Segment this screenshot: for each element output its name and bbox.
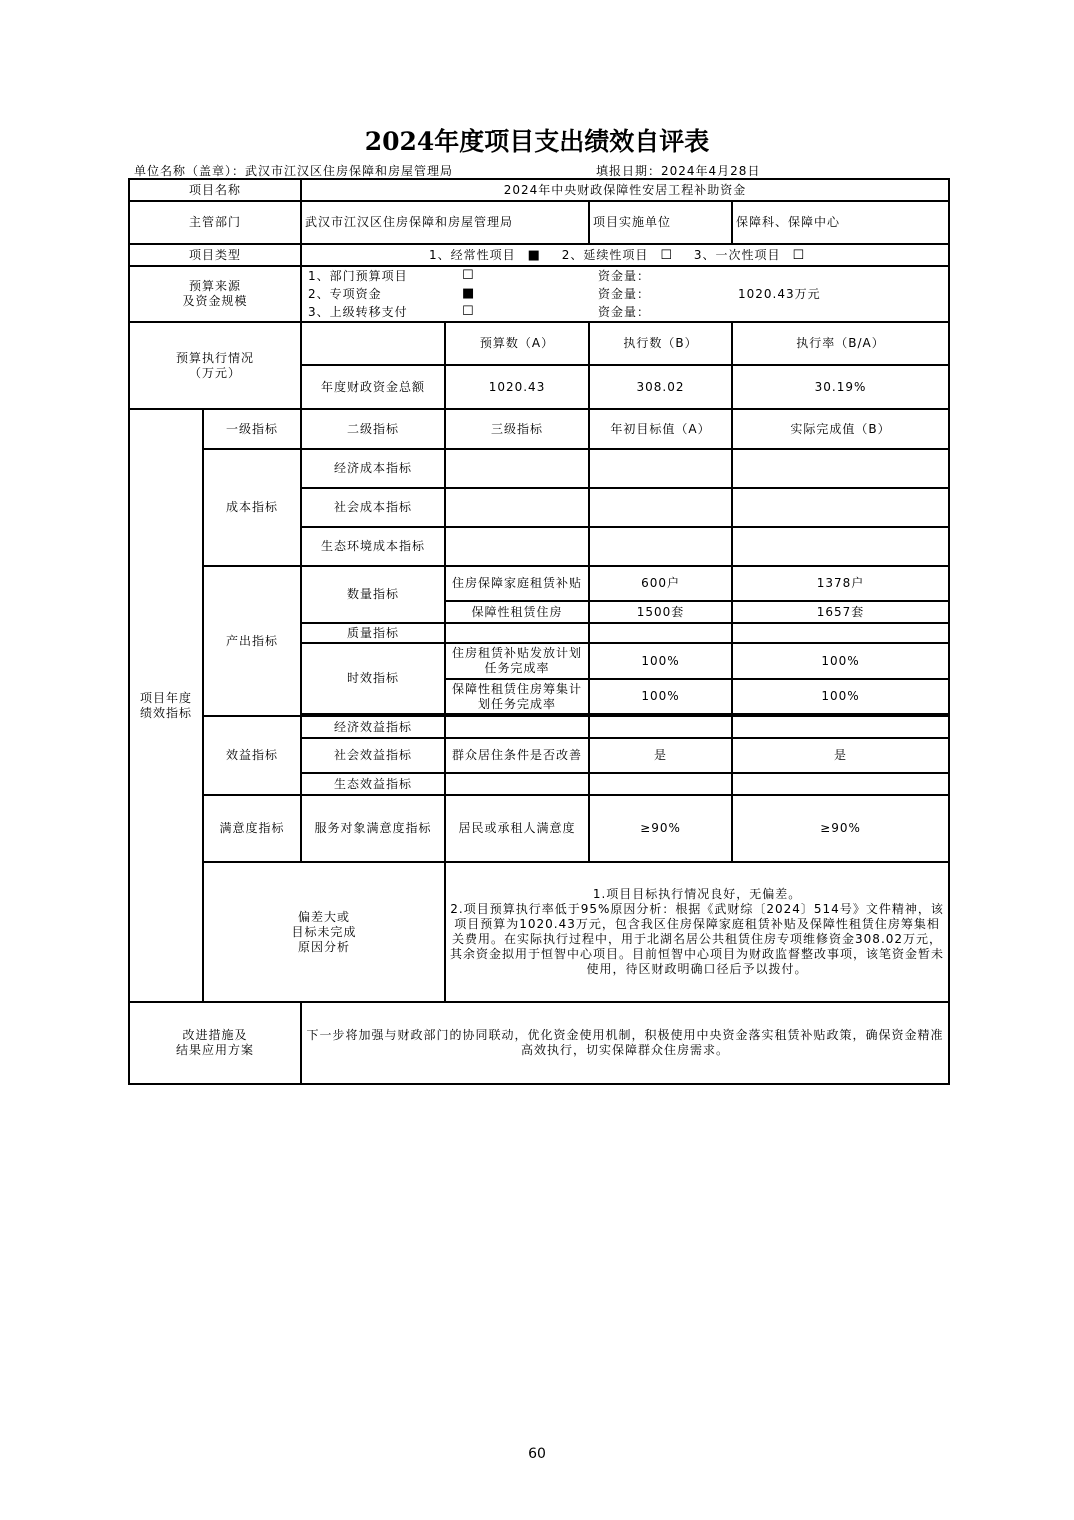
project-type-label: 项目类型 (129, 244, 301, 266)
source-dept-budget: 1、部门预算项目 (308, 269, 408, 283)
type-option-onetime: 3、一次性项目 ☐ (693, 247, 806, 263)
improvement-label: 改进措施及 结果应用方案 (129, 1002, 301, 1084)
page-number: 60 (528, 1446, 546, 1462)
exec-b-header: 执行数（B） (589, 322, 732, 365)
checkbox-empty-icon: ☐ (462, 304, 475, 319)
fund-amount-label: 资金量： (598, 305, 651, 319)
housing-completion-name: 保障性租赁住房筹集计划任务完成率 (445, 679, 589, 714)
level3-header: 三级指标 (445, 409, 589, 449)
checkbox-empty-icon: ☐ (462, 268, 475, 283)
source-special-fund: 2、专项资金 (308, 287, 382, 301)
unit-name-label: 单位名称（盖章）：武汉市江汉区住房保障和房屋管理局 (134, 164, 454, 178)
dept-label: 主管部门 (129, 201, 301, 244)
project-name-value: 2024年中央财政保障性安居工程补助资金 (301, 179, 949, 201)
total-budget-value: 1020.43 (445, 365, 589, 409)
impl-unit-value: 保障科、保障中心 (732, 201, 949, 244)
deviation-label: 偏差大或 目标未完成 原因分析 (203, 862, 445, 1002)
rent-subsidy-target: 600户 (589, 566, 732, 601)
actual-header: 实际完成值（B） (732, 409, 949, 449)
econ-benefit-label: 经济效益指标 (301, 716, 445, 738)
living-condition-actual: 是 (732, 738, 949, 773)
budget-exec-label: 预算执行情况 （万元） (129, 322, 301, 409)
checkbox-checked-icon: ■ (527, 247, 541, 263)
type-option-continuing: 2、延续性项目 ☐ (561, 247, 673, 263)
project-type-options (301, 244, 949, 266)
fill-date-label: 填报日期：2024年4月28日 (596, 164, 761, 178)
page-title: 2024年度项目支出绩效自评表 (364, 127, 710, 156)
housing-completion-actual: 100% (732, 679, 949, 714)
total-rate-value: 30.19% (732, 365, 949, 409)
econ-cost-label: 经济成本指标 (301, 449, 445, 488)
output-indicator-label: 产出指标 (203, 566, 301, 716)
level1-header: 一级指标 (203, 409, 301, 449)
dept-value: 武汉市江汉区住房保障和房屋管理局 (301, 201, 589, 244)
satisfaction-indicator-label: 满意度指标 (203, 795, 301, 862)
project-name-label: 项目名称 (129, 179, 301, 201)
housing-completion-target: 100% (589, 679, 732, 714)
eco-benefit-label: 生态效益指标 (301, 773, 445, 795)
service-satisfaction-label: 服务对象满意度指标 (301, 795, 445, 862)
timeliness-indicator-label: 时效指标 (301, 643, 445, 714)
quality-indicator-label: 质量指标 (301, 623, 445, 643)
fund-amount-label: 资金量： (598, 269, 651, 283)
deviation-line-1: 1.项目目标执行情况良好，无偏差。 (592, 887, 802, 901)
affordable-housing-target: 1500套 (589, 601, 732, 623)
cost-indicator-label: 成本指标 (203, 449, 301, 566)
budget-a-header: 预算数（A） (445, 322, 589, 365)
social-cost-label: 社会成本指标 (301, 488, 445, 527)
living-condition-name: 群众居住条件是否改善 (445, 738, 589, 773)
affordable-housing-name: 保障性租赁住房 (445, 601, 589, 623)
social-benefit-label: 社会效益指标 (301, 738, 445, 773)
budget-source-label: 预算来源 及资金规模 (129, 266, 301, 322)
subsidy-completion-target: 100% (589, 643, 732, 679)
exec-rate-header: 执行率（B/A） (732, 322, 949, 365)
total-exec-value: 308.02 (589, 365, 732, 409)
indicator-group-label: 项目年度绩效指标 (129, 409, 203, 1002)
resident-satisfaction-name: 居民或承租人满意度 (445, 795, 589, 862)
empty-cell (301, 322, 445, 365)
deviation-line-2: 2.项目预算执行率低于95%原因分析：根据《武财综〔2024〕514号》文件精神，该项目预算为1020.43万元，包含我区住房保障家庭租赁补贴及保障性租赁住房筹集相关费用。在实际执行过程中，用于北湖名居公共租赁住房专项维修资金308.02万元，其余资金拟用于恒智中心项目。目前恒智中心项目为财政监督整改事项，该笔资金暂未使用，待区财政明确口径后予以拨付。 (450, 902, 945, 976)
fund-amount-label: 资金量： (598, 287, 651, 301)
total-fund-label: 年度财政资金总额 (301, 365, 445, 409)
type-option-recurring: 1、经常性项目 ■ (428, 247, 541, 263)
target-header: 年初目标值（A） (589, 409, 732, 449)
budget-source-options (301, 266, 949, 322)
quantity-indicator-label: 数量指标 (301, 566, 445, 623)
eco-cost-label: 生态环境成本指标 (301, 527, 445, 566)
source-transfer-payment: 3、上级转移支付 (308, 305, 408, 319)
resident-satisfaction-actual: ≥90% (732, 795, 949, 862)
fund-amount-value: 1020.43万元 (738, 287, 821, 301)
rent-subsidy-actual: 1378户 (732, 566, 949, 601)
subsidy-completion-actual: 100% (732, 643, 949, 679)
level2-header: 二级指标 (301, 409, 445, 449)
affordable-housing-actual: 1657套 (732, 601, 949, 623)
living-condition-target: 是 (589, 738, 732, 773)
subsidy-completion-name: 住房租赁补贴发放计划任务完成率 (445, 643, 589, 679)
deviation-analysis-text (445, 862, 949, 1002)
resident-satisfaction-target: ≥90% (589, 795, 732, 862)
improvement-plan-text: 下一步将加强与财政部门的协同联动，优化资金使用机制，积极使用中央资金落实租赁补贴政策，确保资金精准高效执行，切实保障群众住房需求。 (301, 1002, 949, 1084)
checkbox-empty-icon: ☐ (792, 247, 806, 263)
evaluation-table (128, 178, 950, 1085)
impl-unit-label: 项目实施单位 (589, 201, 732, 244)
checkbox-empty-icon: ☐ (660, 247, 673, 263)
checkbox-checked-icon: ■ (462, 286, 476, 301)
benefit-indicator-label: 效益指标 (203, 716, 301, 795)
rent-subsidy-name: 住房保障家庭租赁补贴 (445, 566, 589, 601)
